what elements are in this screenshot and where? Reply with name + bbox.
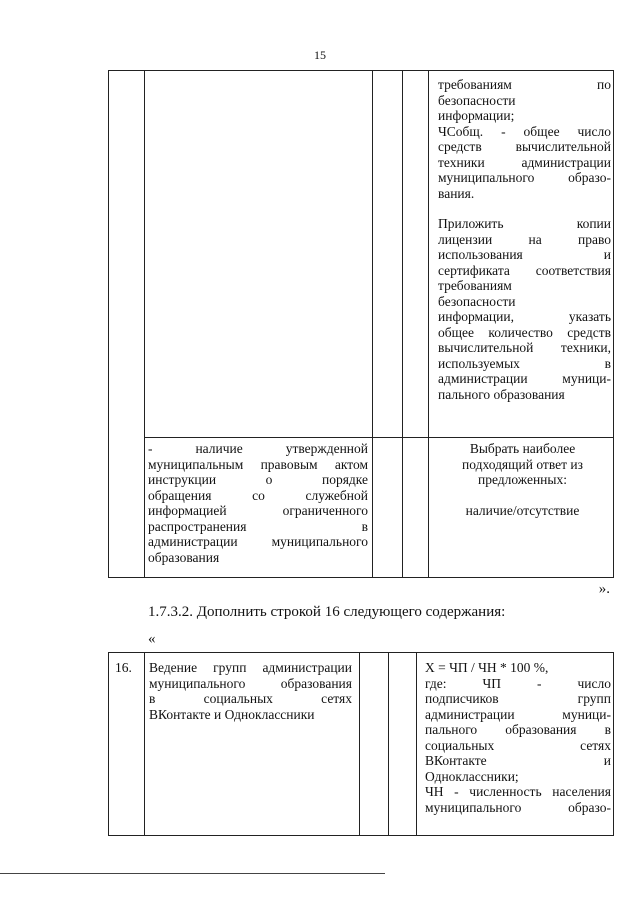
text-line: ВКонтакте и	[425, 753, 611, 768]
text-line: муниципального образования	[149, 675, 352, 691]
text-line: ЧН - численность населения	[425, 784, 611, 799]
text-line: сертификата соответствия	[438, 262, 611, 278]
text-line: вычислительной техники,	[438, 340, 611, 355]
text-line: муниципального образо-	[438, 170, 611, 185]
text-line: безопасности	[438, 92, 516, 108]
answer-instruction-cell	[432, 441, 613, 518]
text-line: ЧСобщ. - общее число	[438, 123, 611, 139]
indicator-table-continued	[108, 70, 614, 578]
text-line: инструкции о порядке	[148, 472, 368, 487]
text-line: используемых в	[438, 355, 611, 371]
opening-quote: «	[148, 631, 156, 647]
column-divider	[144, 71, 145, 577]
text-line: подписчиков групп	[425, 691, 611, 706]
indicator-name-cell	[148, 441, 368, 565]
column-divider	[388, 653, 389, 835]
text-line: средств вычислительной	[438, 139, 611, 154]
text-line: информации;	[438, 108, 515, 123]
closing-quote: ».	[598, 581, 610, 597]
column-divider	[416, 653, 417, 835]
column-divider	[144, 653, 145, 835]
text-line: Ведение групп администрации	[149, 660, 352, 675]
text-line: вания.	[438, 185, 475, 201]
text-line: пального образования	[438, 386, 565, 402]
text-line: администрации муниципального	[148, 534, 368, 549]
formula-line: Х = ЧП / ЧН * 100 %,	[425, 660, 549, 675]
text-line: в социальных сетях	[149, 691, 352, 706]
formula-cell	[425, 660, 611, 815]
text-line: Приложить копии	[438, 216, 611, 231]
text-line: муниципального образо-	[425, 799, 611, 815]
text-line: администрации муници-	[438, 371, 611, 386]
text-line: пального образования в	[425, 722, 611, 737]
text-line: где: ЧП - число	[425, 675, 611, 691]
instruction-line: подходящий ответ из	[462, 456, 583, 472]
footer-rule	[0, 873, 385, 874]
row-divider	[144, 437, 613, 438]
page-number: 15	[314, 48, 326, 62]
text-line: требованиям по	[438, 77, 611, 92]
column-divider	[359, 653, 360, 835]
column-divider	[428, 71, 429, 577]
text-line: использования и	[438, 247, 611, 262]
indicator-name-cell	[149, 660, 352, 722]
formula-description-cell	[438, 77, 611, 402]
text-line: информацией ограниченного	[148, 503, 368, 518]
text-line: информации, указать	[438, 309, 611, 324]
text-line: ВКонтакте и Одноклассники	[149, 706, 315, 722]
row-number: 16.	[115, 660, 132, 675]
instruction-line: предложенных:	[478, 472, 567, 487]
text-line: лицензии на право	[438, 231, 611, 247]
instruction-line: Выбрать наиболее	[469, 441, 576, 456]
text-line: образования	[148, 549, 220, 565]
amendment-paragraph: 1.7.3.2. Дополнить строкой 16 следующего содержания:	[148, 604, 506, 620]
text-line: техники администрации	[438, 154, 611, 170]
text-line: требованиям	[438, 278, 512, 293]
text-line: администрации муници-	[425, 706, 611, 722]
text-line: социальных сетях	[425, 737, 611, 753]
text-line: безопасности	[438, 293, 516, 309]
text-line: - наличие утвержденной	[148, 441, 368, 456]
answer-options: наличие/отсутствие	[465, 502, 580, 518]
column-divider	[402, 71, 403, 577]
text-line: общее количество средств	[438, 324, 611, 340]
text-line: муниципальным правовым актом	[148, 456, 368, 472]
column-divider	[372, 71, 373, 577]
text-line: Одноклассники;	[425, 768, 519, 784]
text-line: распространения в	[148, 518, 368, 534]
text-line: обращения со служебной	[148, 487, 368, 503]
indicator-table-row-16	[108, 652, 614, 836]
